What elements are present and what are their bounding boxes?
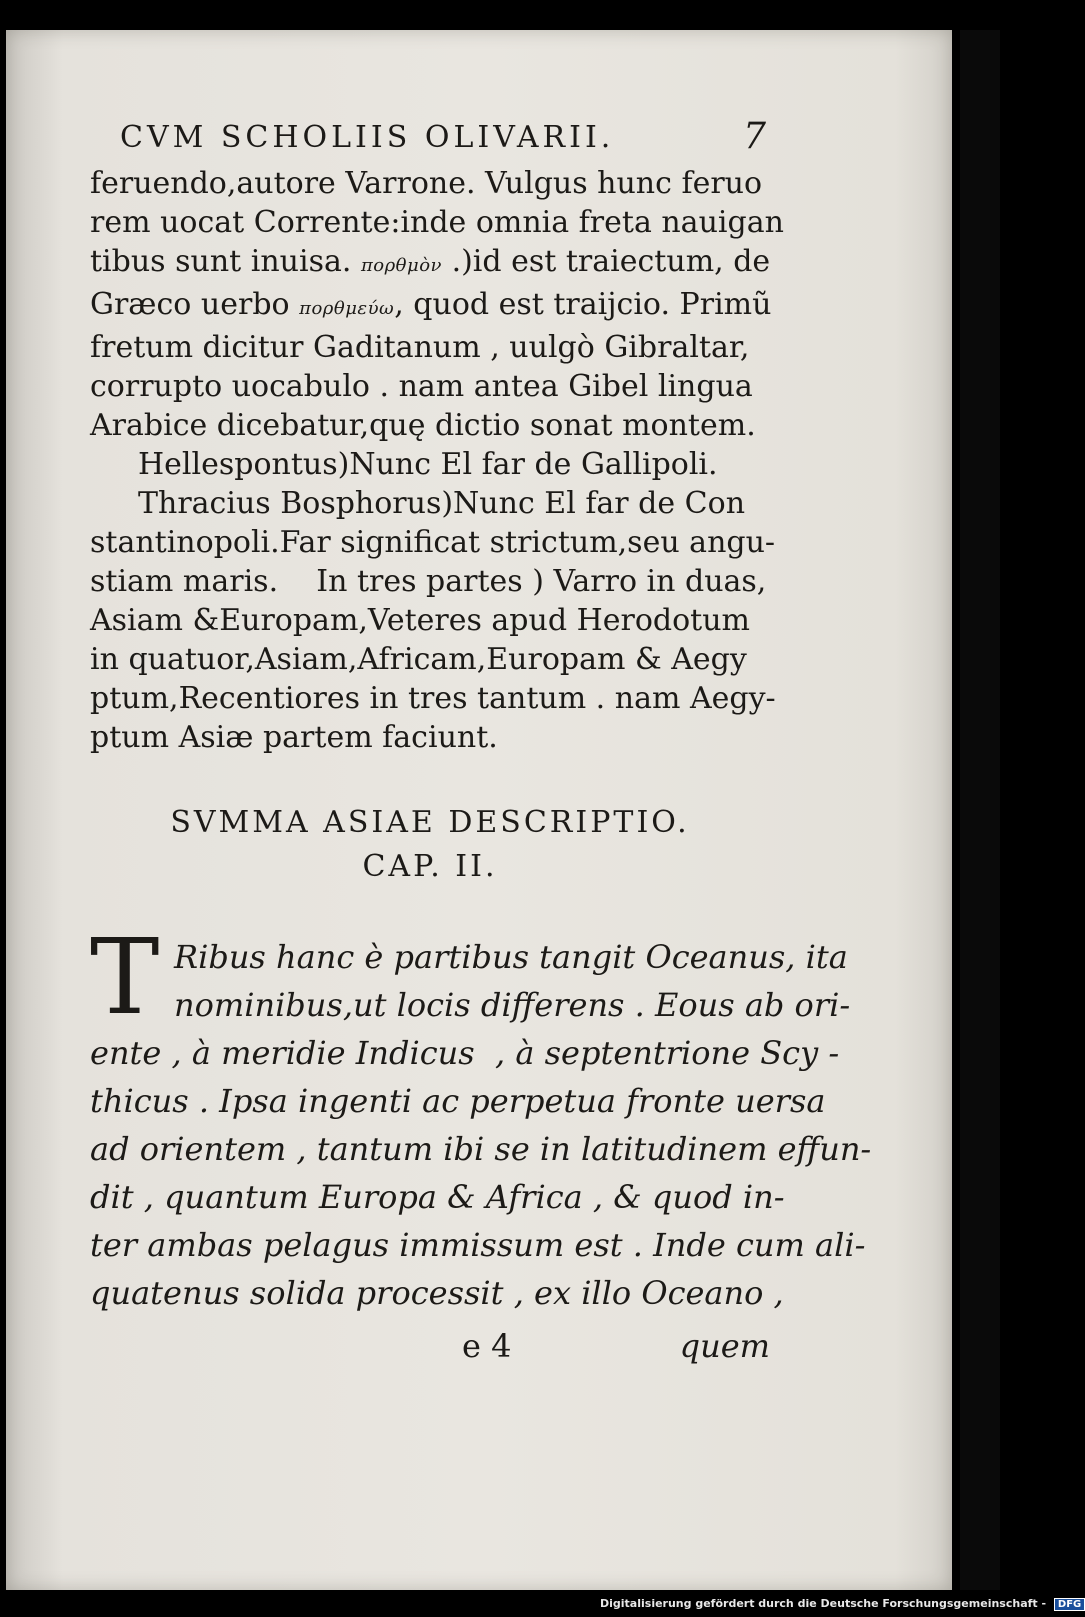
main-text-line: ter ambas pelagus immissum est . Inde cum ali- [90,1226,866,1264]
commentary-line: fretum dicitur Gaditanum , uulgò Gibraltar, [90,330,750,365]
commentary-line: feruendo,autore Varrone. Vulgus hunc feruo [90,166,763,201]
commentary-line: ptum,Recentiores in tres tantum . nam Aegy- [90,681,776,716]
running-head [120,116,770,164]
signature-mark: e 4 [462,1327,512,1365]
main-text-line: Ribus hanc è partibus tangit Oceanus, ita [174,938,848,976]
main-text-line: ente , à meridie Indicus , à septentrione Scy - [90,1034,840,1072]
main-text-line: dit , quantum Europa & Africa , & quod in- [90,1178,785,1216]
commentary-line: ptum Asiæ partem faciunt. [90,720,498,755]
page-text [90,116,872,1377]
greek-word: πορθμὸν [360,255,443,276]
commentary-block [90,164,784,757]
digitization-credit [600,1597,1085,1615]
chapter-number: CAP. II. [362,849,498,884]
main-text-line: ad orientem , tantum ibi se in latitudinem effun- [90,1130,872,1168]
commentary-line: Asiam &Europam,Veteres apud Herodotum [90,603,750,638]
dfg-logo: DFG [1054,1598,1085,1611]
greek-word: πορθμεύω [299,298,395,319]
main-text-line: nominibus,ut locis differens . Eous ab ori- [174,986,851,1024]
commentary-line: Thracius Bosphorus)Nunc El far de Con [138,486,746,521]
main-text-line: thicus . Ipsa ingenti ac perpetua fronte uersa [90,1082,826,1120]
commentary-line: stiam maris. In tres partes ) Varro in duas, [90,564,767,599]
main-text-line: quatenus solida processit , ex illo Oceano , [90,1274,784,1312]
commentary-text: tibus sunt inuisa. [90,244,352,279]
main-text-block [90,916,872,1317]
commentary-line: Arabice dicebatur,quę dictio sonat montem. [90,408,756,443]
commentary-line: rem uocat Corrente:inde omnia freta nauigan [90,205,784,240]
folio-number: 7 [743,116,770,157]
catchword-line [90,1327,770,1377]
running-head-title: CVM SCHOLIIS OLIVARII. [120,120,615,155]
commentary-line [90,285,770,328]
commentary-text: .)id est traiectum, de [451,244,771,279]
scan-edge [960,30,1000,1590]
commentary-line: in quatuor,Asiam,Africam,Europam & Aegy [90,642,747,677]
catchword: quem [679,1327,770,1365]
commentary-line: stantinopoli.Far significat strictum,seu angu- [90,525,776,560]
chapter-title: SVMMA ASIAE DESCRIPTIO. [170,805,690,840]
commentary-line: Hellespontus)Nunc El far de Gallipoli. [138,447,718,482]
drop-capital: T [90,916,160,1038]
commentary-line [90,242,770,285]
commentary-line: corrupto uocabulo . nam antea Gibel lingua [90,369,753,404]
commentary-text: , quod est traijcio. Primũ [394,287,772,322]
credit-text: Digitalisierung gefördert durch die Deutsche Forschungsgemeinschaft - [600,1597,1047,1610]
commentary-text: Græco uerbo [90,287,290,322]
